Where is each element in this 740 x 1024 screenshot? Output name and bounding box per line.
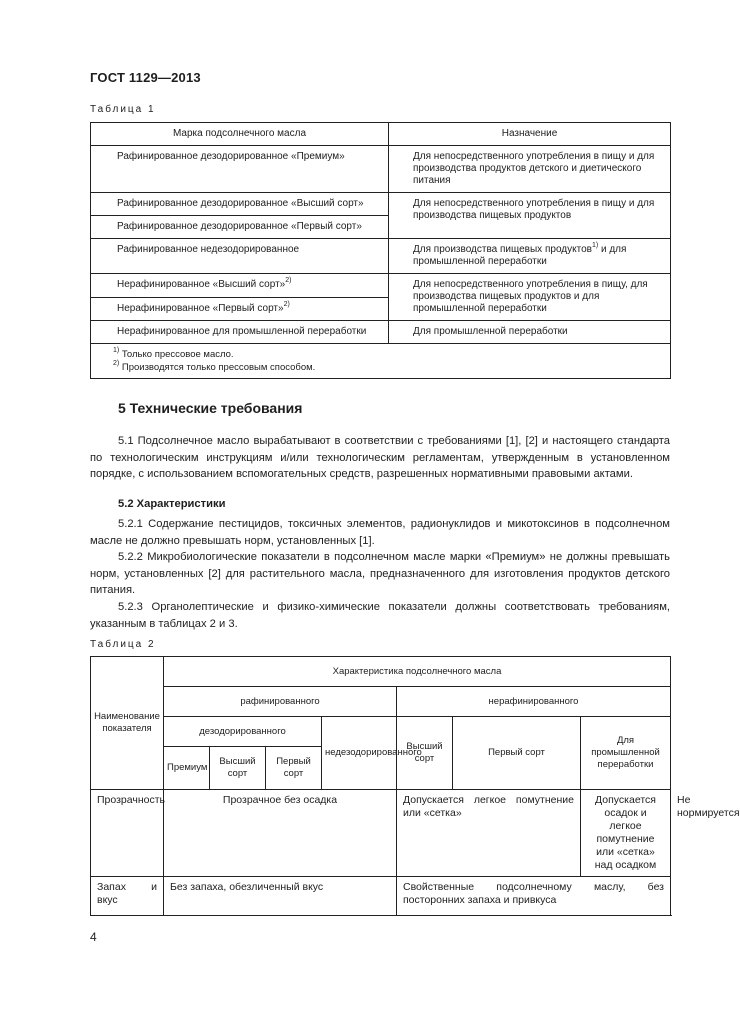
table2-header-refined: рафинированного: [164, 687, 397, 717]
table2-header-deodorized: дезодорированного: [164, 717, 322, 747]
table1-purpose: Для непосредственного употребления в пищу и для производства продуктов детского и диетического питания: [389, 146, 671, 193]
table-row: [91, 274, 671, 298]
footnote: $^{2)}$ Производятся только прессовым способом.: [113, 360, 316, 373]
table2-indicator: Прозрачность: [91, 790, 164, 877]
table2-header-premium: Премиум: [164, 747, 210, 790]
table1-header-row: [91, 123, 671, 146]
subsection-title: 5.2 Характеристики: [118, 498, 226, 510]
table2-header-industrial: Для промышленной переработки: [581, 717, 671, 790]
table1: [90, 122, 671, 379]
table2-header-top: Высший сорт: [210, 747, 266, 790]
table2-value: Свойственные подсолнечному маслу, без посторонних запаха и привкуса: [397, 877, 671, 916]
table-row: [91, 321, 671, 344]
table-row: Прозрачность Прозрачное без осадка Допускается легкое помутнение или «сетка» Допускается осадок и легкое помутнение или «сетка» над осадком Не нормируется: [91, 790, 671, 877]
footnote-mark: 2): [285, 277, 292, 284]
table1-purpose: Для промышленной переработки: [389, 321, 671, 344]
table1-header-purpose: Назначение: [389, 123, 671, 146]
table2-header-unrefined-top: Высший сорт: [397, 717, 453, 790]
page-number: 4: [90, 930, 97, 944]
paragraph-5-2-1: 5.2.1 Содержание пестицидов, токсичных элементов, радионуклидов и микотоксинов в подсолнечном масле не должно превышать норм, установленных [1].: [90, 518, 670, 547]
table2-header-name: Наименование показателя: [91, 657, 164, 790]
paragraph-5-1: 5.1 Подсолнечное масло вырабатывают в соответствии с требованиями [1], [2] и настоящего стандарта по технологическим инструкциям и/или технологическим регламентам, утвержденным в установленном порядке, с использованием вспомогательных средств, разрешенных нормативными правовыми актами.: [90, 435, 670, 480]
section-title: 5 Технические требования: [118, 400, 303, 416]
table1-purpose: Для непосредственного употребления в пищу и для производства пищевых продуктов: [389, 193, 671, 239]
table2-header-unrefined-first: Первый сорт: [453, 717, 581, 790]
table1-purpose: Для производства пищевых продуктов$^{1)}$ и для промышленной переработки: [389, 239, 671, 274]
table1-caption: Таблица 1: [90, 104, 156, 115]
table1-grade: Рафинированное недезодорированное: [91, 239, 389, 274]
table2-header-first: Первый сорт: [266, 747, 322, 790]
table2-header-row: [91, 687, 671, 717]
table2-header-characteristic: Характеристика подсолнечного масла: [164, 657, 671, 687]
table1-grade: Рафинированное дезодорированное «Высший сорт»: [91, 193, 389, 216]
table-row: [91, 193, 671, 216]
table1-footnotes: [91, 344, 671, 379]
document-header: ГОСТ 1129—2013: [90, 70, 201, 85]
table2-value: Допускается легкое помутнение или «сетка»: [397, 790, 581, 877]
table2-header-nondeodorized: недезодорированного: [322, 717, 397, 790]
table1-grade: Нерафинированное «Первый сорт»$^{2)}$: [91, 297, 389, 321]
table2-value: Прозрачное без осадка: [164, 790, 397, 877]
table1-grade: Рафинированное дезодорированное «Премиум»: [91, 146, 389, 193]
table2-header-row: [91, 717, 671, 747]
table2-header-row: [91, 657, 671, 687]
table1-grade: Нерафинированное «Высший сорт»$^{2)}$: [91, 274, 389, 298]
table2: [90, 656, 740, 916]
footnote-mark: 2): [283, 300, 290, 308]
table2-indicator: Запах и вкус: [91, 877, 164, 916]
table2-value: Допускается осадок и легкое помутнение или «сетка» над осадком: [581, 790, 671, 877]
table2-caption: Таблица 2: [90, 639, 156, 650]
paragraph-5-2-2: 5.2.2 Микробиологические показатели в подсолнечном масле марки «Премиум» не должны превышать норм, установленных [2] для растительного масла, предназначенного для изготовления продуктов детского питания.: [90, 551, 670, 596]
table1-grade: Нерафинированное для промышленной переработки: [91, 321, 389, 344]
table1-header-grade: Марка подсолнечного масла: [91, 123, 389, 146]
table2-value: Без запаха, обезличенный вкус: [164, 877, 397, 916]
table-row: [91, 146, 671, 193]
table-row: [91, 239, 671, 274]
footnotes-cell: [91, 344, 671, 379]
paragraph-5-2-3: 5.2.3 Органолептические и физико-химические показатели должны соответствовать требованиям, указанным в таблицах 2 и 3.: [90, 601, 670, 630]
table1-purpose: Для непосредственного употребления в пищу, для производства пищевых продуктов и для промышленной переработки: [389, 274, 671, 321]
table1-grade: Рафинированное дезодорированное «Первый сорт»: [91, 216, 389, 239]
table-row: [91, 877, 671, 916]
footnote: $^{1)}$ Только прессовое масло.: [113, 347, 234, 360]
footnote-mark: 1): [591, 242, 599, 249]
table2-header-unrefined: нерафинированного: [397, 687, 671, 717]
